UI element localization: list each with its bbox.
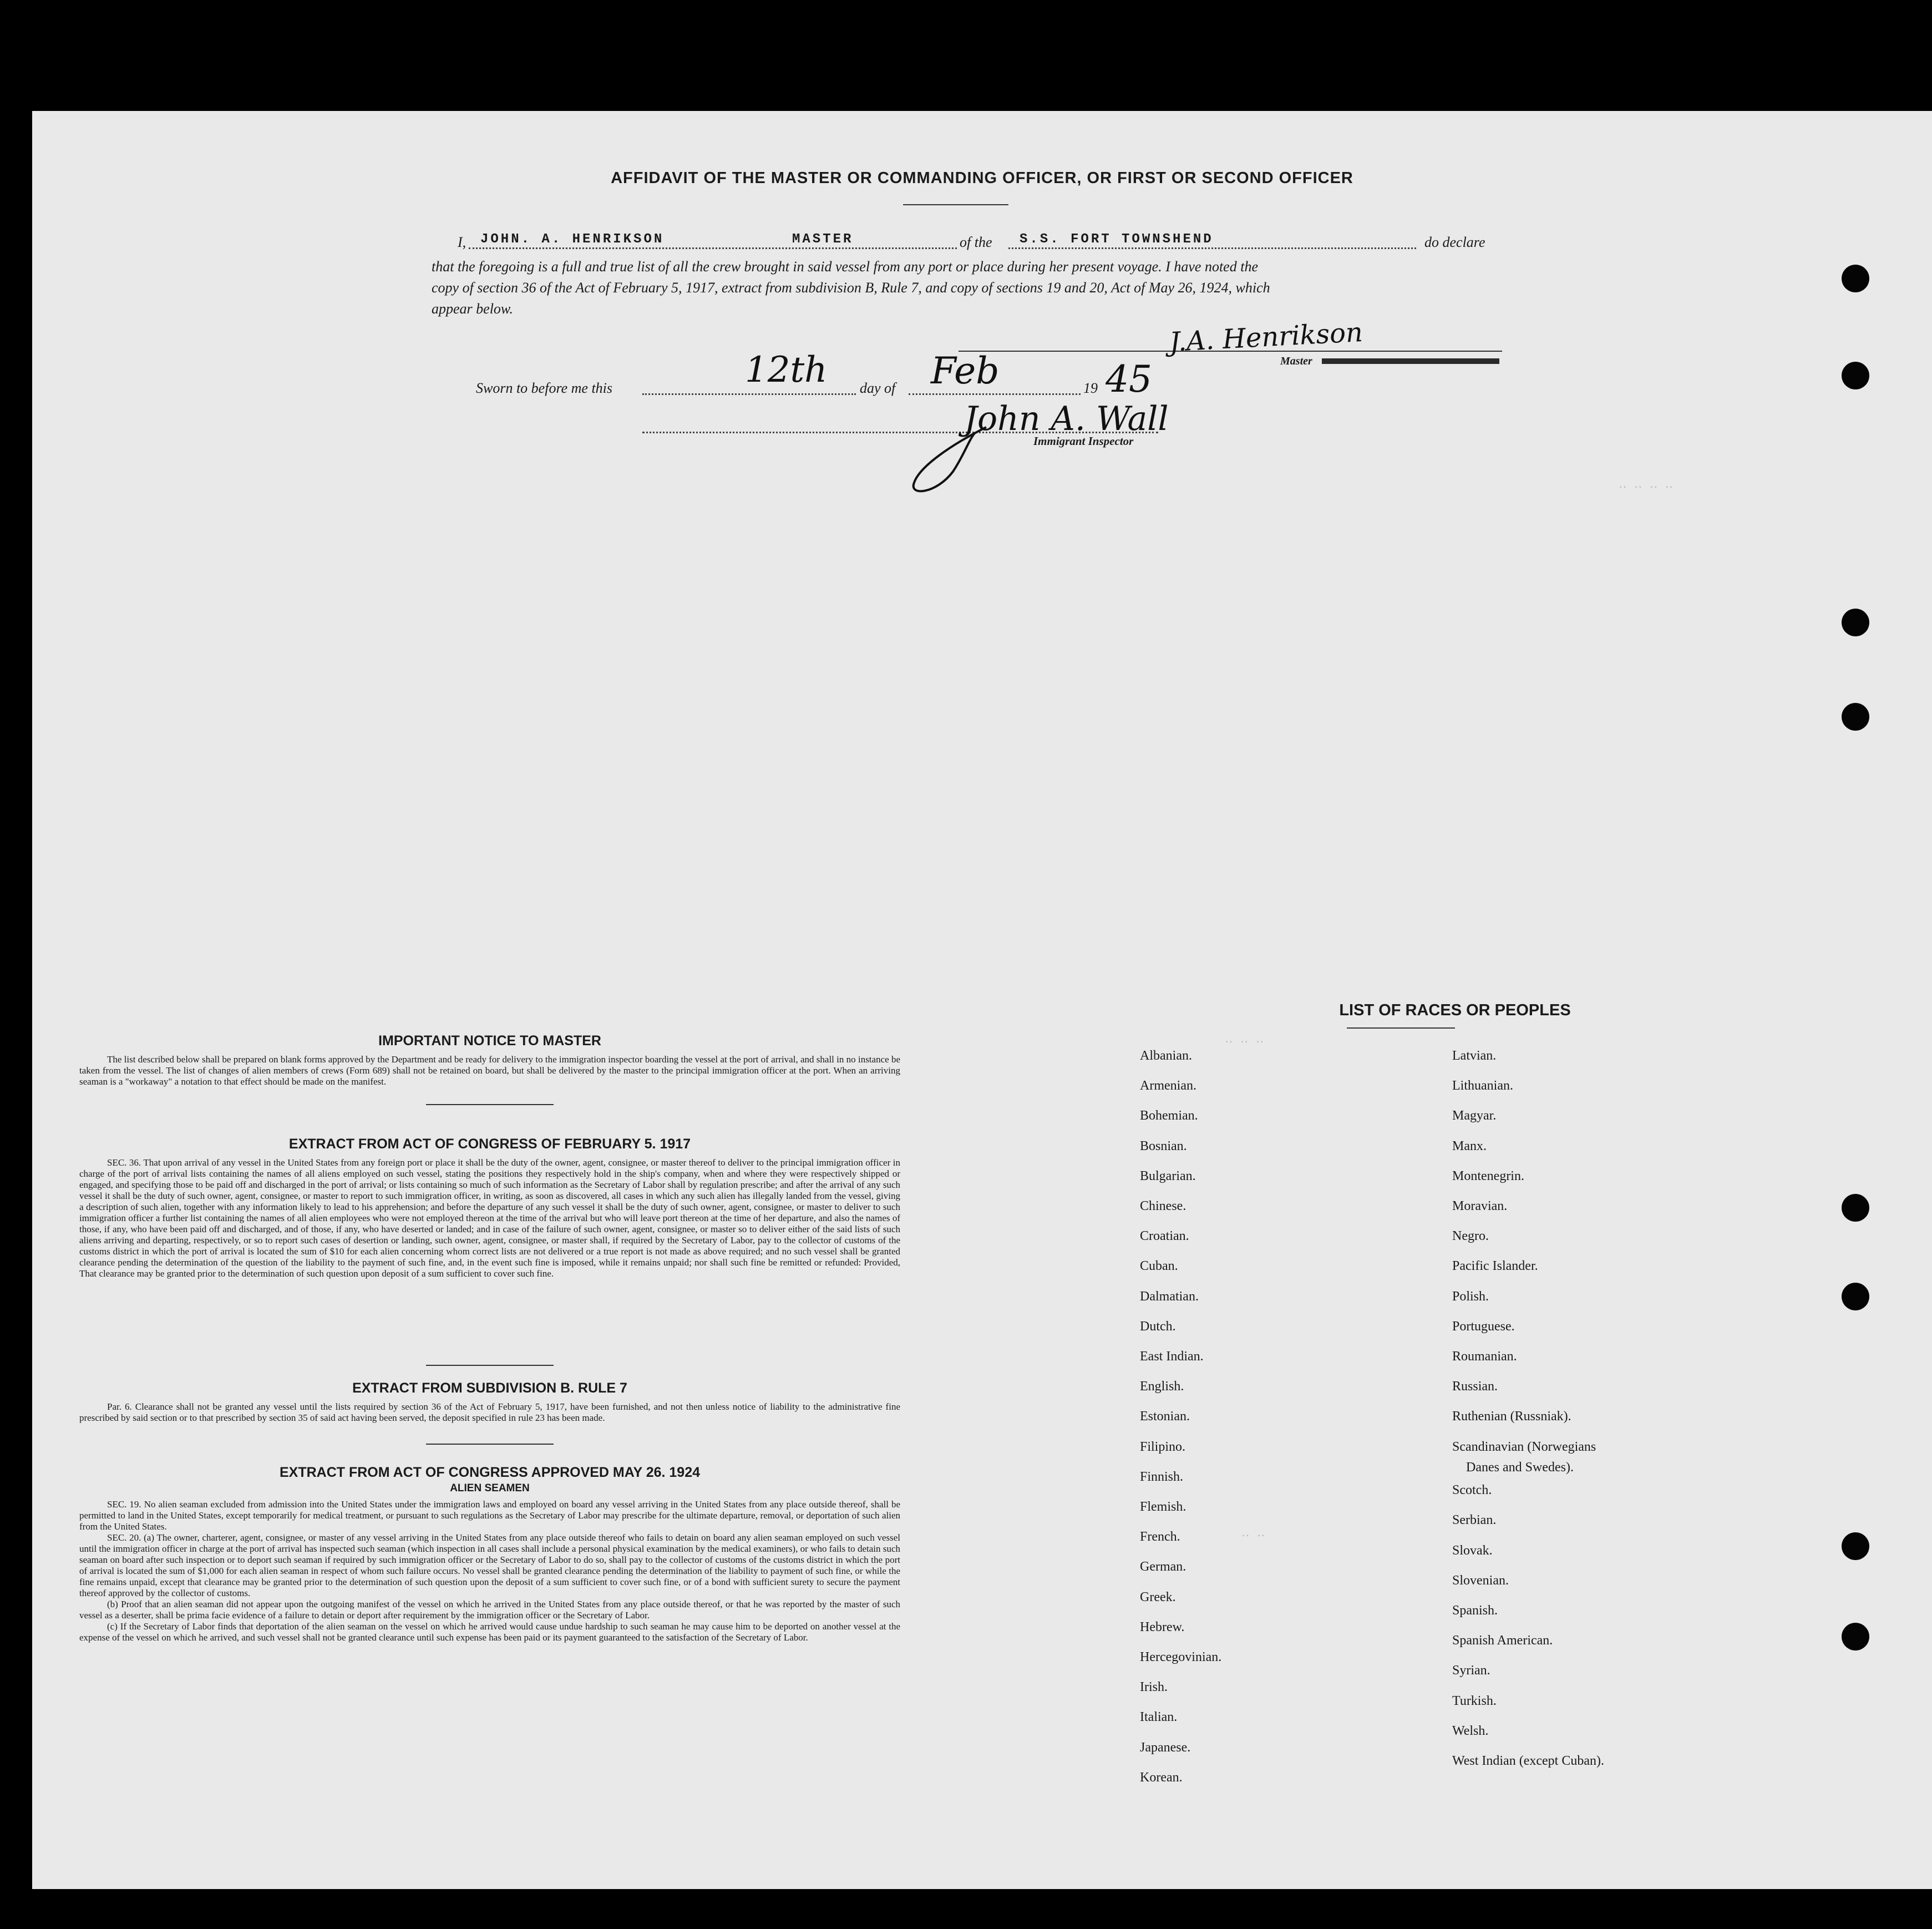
race-item: Estonian. <box>1140 1409 1190 1424</box>
alien-seamen-subtitle: ALIEN SEAMEN <box>450 1482 530 1494</box>
race-item: Armenian. <box>1140 1079 1196 1093</box>
sworn-month: Feb <box>931 350 1000 392</box>
race-item: Korean. <box>1140 1770 1183 1785</box>
race-item: Filipino. <box>1140 1439 1186 1454</box>
race-item: Polish. <box>1452 1289 1489 1304</box>
section-19-paragraph: SEC. 19. No alien seaman excluded from admission into the United States under the immigration laws and employed on board any vessel arriving in the United States from any place outside thereof, shall be permitted to land in the United States, except temporarily for medical treatment, or pursuant to such regulations as the Secretary of Labor may prescribe for the ultimate departure, removal, or deportation of such alien from the United States. <box>79 1499 900 1532</box>
declaration-line-1: that the foregoing is a full and true list of all the crew brought in said vessel from any port or place during her present voyage. I have noted the <box>432 259 1258 275</box>
officer-rank: MASTER <box>792 232 854 247</box>
race-item: Negro. <box>1452 1229 1489 1244</box>
section-20b-paragraph: (b) Proof that an alien seaman did not appear upon the outgoing manifest of the vessel on which he arrived in the United States from any place outside thereof, or that he was reported by the master of such vessel as a deserter, shall be prima facie evidence of a failure to detain or deport after requirement by the immigration officer or the Secretary of Labor. <box>79 1599 900 1621</box>
bleed-through-text: ‥ ‥ <box>1241 1526 1265 1540</box>
race-item: Spanish. <box>1452 1603 1498 1618</box>
extract-1924-title: EXTRACT FROM ACT OF CONGRESS APPROVED MAY 26. 1924 <box>279 1465 701 1480</box>
race-item: Irish. <box>1140 1680 1168 1695</box>
race-item: East Indian. <box>1140 1349 1204 1364</box>
race-item: Italian. <box>1140 1710 1178 1725</box>
race-item: Hercegovinian. <box>1140 1650 1222 1664</box>
race-item: Magyar. <box>1452 1108 1497 1123</box>
bleed-through-text: ‥ ‥ ‥ ‥ <box>1619 478 1674 492</box>
race-item: Japanese. <box>1140 1740 1191 1755</box>
race-item: Latvian. <box>1452 1049 1497 1063</box>
affidavit-title: AFFIDAVIT OF THE MASTER OR COMMANDING OFFICER, OR FIRST OR SECOND OFFICER <box>611 169 1353 187</box>
race-item: Dutch. <box>1140 1319 1176 1334</box>
race-item: Slovak. <box>1452 1543 1493 1558</box>
section-divider <box>426 1365 554 1366</box>
binder-hole <box>1842 1623 1869 1650</box>
document-page <box>32 111 1932 1889</box>
year-prefix: 19 <box>1083 380 1098 396</box>
binder-hole <box>1842 609 1869 636</box>
sworn-label: Sworn to before me this <box>476 380 613 396</box>
title-divider <box>903 204 1008 205</box>
race-item: Spanish American. <box>1452 1633 1553 1648</box>
binder-hole <box>1842 1283 1869 1310</box>
race-item: Roumanian. <box>1452 1349 1517 1364</box>
extract-1917-title: EXTRACT FROM ACT OF CONGRESS OF FEBRUARY 5. 1917 <box>288 1136 691 1152</box>
race-item: Hebrew. <box>1140 1619 1185 1634</box>
race-item: Bosnian. <box>1140 1138 1187 1153</box>
extract-1924-text <box>79 1499 900 1643</box>
declaration-line-2: copy of section 36 of the Act of February 5, 1917, extract from subdivision B, Rule 7, and copy of sections 19 and 20, Act of May 26, 1924, which <box>432 280 1270 296</box>
vessel-name: S.S. FORT TOWNSHEND <box>1020 232 1214 247</box>
race-item: Dalmatian. <box>1140 1289 1199 1304</box>
race-item: Scandinavian (Norwegians <box>1452 1439 1596 1454</box>
race-item: Turkish. <box>1452 1693 1497 1708</box>
rule-7-text <box>79 1401 900 1424</box>
day-blank <box>642 393 856 395</box>
inspector-signature: John A. Wall <box>964 399 1169 438</box>
master-label: Master <box>1280 355 1312 367</box>
notice-text <box>79 1054 900 1087</box>
race-item: Lithuanian. <box>1452 1079 1513 1093</box>
race-item: Albanian. <box>1140 1049 1192 1063</box>
declaration-text <box>432 256 1508 320</box>
section-36-paragraph: SEC. 36. That upon arrival of any vessel in the United States from any foreign port or place it shall be the duty of the owner, agent, consignee, or master thereof to deliver to the principal immigration officer in charge of the port of arrival lists containing the names of all aliens employed on such vessel, stating the positions they respectively hold in the ship's company, when and where they were respectively shipped or engaged, and specifying those to be paid off and discharged in the port of arrival; or lists containing so much of such information as the Secretary of Labor shall by regulation prescribe; and after the arrival of any such vessel it shall be the duty of such owner, agent, consignee, or master to report to such immigration officer, in writing, as soon as discovered, all cases in which any such alien has illegally landed from the vessel, giving a description of such alien, together with any information likely to lead to his apprehension; and before the departure of any such vessel it shall be the duty of such owner, agent, consignee, or master to deliver to such immigration officer a further list containing the names of all alien employees who were not employed thereon at the time of the arrival but who will leave port thereon at the time of her departure, and also the names of those, if any, who have been paid off and discharged, and of those, if any, who have deserted or landed; and in case of the failure of such owner, agent, consignee, or master so to deliver either of the said lists of such aliens arriving and departing, respectively, or so to report such cases of desertion or landing, such owner, agent, consignee, or master shall, if required by the Secretary of Labor, pay to the collector of customs of the customs district in which the port of arrival is located the sum of $10 for each alien concerning whom correct lists are not delivered or a true report is not made as above required; and no such vessel shall be granted clearance pending the determination of the question of the liability to the payment of such fine, and, in the event such fine is imposed, while it remains unpaid; nor shall such fine be remitted or refunded: Provided, That clearance may be granted prior to the determination of such question upon deposit of a sum sufficient to cover such fine. <box>79 1157 900 1279</box>
notice-title: IMPORTANT NOTICE TO MASTER <box>378 1033 601 1049</box>
name-blank <box>469 247 957 249</box>
par-6-paragraph: Par. 6. Clearance shall not be granted any vessel until the lists required by section 36 of the Act of February 5, 1917, have been furnished, and not then unless notice of liability to the administrative fine prescribed by said section or to that prescribed by section 35 of said act having been served, the deposit specified in rule 23 has been made. <box>79 1401 900 1423</box>
sworn-day: 12th <box>745 350 828 391</box>
vessel-blank <box>1008 247 1416 249</box>
races-divider <box>1347 1027 1455 1029</box>
section-20a-paragraph: SEC. 20. (a) The owner, charterer, agent, consignee, or master of any vessel arriving in the United States from any place outside thereof who fails to detain on board any alien seaman employed on such vessel until the immigration officer in charge at the port of arrival has inspected such seaman (which inspection in all cases shall include a personal physical examination by the medical examiners), or who fails to detain such seaman on board after such inspection or to deport such seaman if required by such immigration officer or the Secretary of Labor to do so, shall pay to the collector of customs of the customs district in which the port of arrival is located the sum of $1,000 for each alien seaman in respect of whom such failure occurs. No vessel shall be granted clearance pending the determination of the liability to payment of such fine, or while the fine remains unpaid, except that clearance may be granted prior to the determination of such question upon the deposit of a sum sufficient to cover such fine, or of a bond with sufficient surety to secure the payment thereof approved by the collector of customs. <box>79 1532 900 1598</box>
race-item: Moravian. <box>1452 1199 1508 1213</box>
race-item: Montenegrin. <box>1452 1168 1524 1183</box>
race-item: Croatian. <box>1140 1229 1189 1244</box>
binder-hole <box>1842 703 1869 731</box>
race-item: Portuguese. <box>1452 1319 1515 1334</box>
race-item: Chinese. <box>1140 1199 1186 1213</box>
of-the-label: of the <box>960 234 992 250</box>
section-20c-paragraph: (c) If the Secretary of Labor finds that deportation of the alien seaman on the vessel on which he arrived would cause undue hardship to such seaman he may cause him to be deported on another vessel at the expense of the vessel on which he arrived, and such vessel shall not be granted clearance until such expense has been paid or its payment guaranteed to the satisfaction of the Secretary of Labor. <box>79 1621 900 1643</box>
binder-hole <box>1842 265 1869 292</box>
race-item: Ruthenian (Russniak). <box>1452 1409 1571 1424</box>
rule-7-title: EXTRACT FROM SUBDIVISION B. RULE 7 <box>352 1380 627 1396</box>
master-signature: J.A. Henrikson <box>1168 316 1364 358</box>
race-item: Serbian. <box>1452 1513 1497 1528</box>
race-item: Flemish. <box>1140 1500 1186 1514</box>
race-item: Bulgarian. <box>1140 1168 1196 1183</box>
race-item: Pacific Islander. <box>1452 1259 1538 1274</box>
extract-1917-text <box>79 1157 900 1279</box>
officer-name: JOHN. A. HENRIKSON <box>480 232 665 247</box>
sworn-year: 45 <box>1106 358 1152 401</box>
race-item: Russian. <box>1452 1379 1498 1394</box>
race-item: West Indian (except Cuban). <box>1452 1753 1604 1768</box>
struck-out-title <box>1322 358 1499 364</box>
declaration-prefix: I, <box>458 234 466 250</box>
binder-hole <box>1842 362 1869 389</box>
month-blank <box>909 393 1081 395</box>
race-item: Cuban. <box>1140 1259 1178 1274</box>
notice-paragraph: The list described below shall be prepared on blank forms approved by the Department and be ready for delivery to the immigration inspector boarding the vessel at the port of arrival, and shall in no instance be taken from the vessel. The list of changes of alien members of crews (Form 689) shall not be retained on board, but shall be delivered by the master to the principal immigration officer at the port. When an arriving seaman is a "workaway" a notation to that effect should be made on the manifest. <box>79 1054 900 1087</box>
race-item: Slovenian. <box>1452 1573 1509 1588</box>
race-item: Finnish. <box>1140 1469 1184 1484</box>
race-item: German. <box>1140 1560 1186 1574</box>
section-divider <box>426 1104 554 1105</box>
race-item: Greek. <box>1140 1589 1176 1604</box>
section-divider <box>426 1444 554 1445</box>
races-title: LIST OF RACES OR PEOPLES <box>1339 1001 1571 1019</box>
race-item: Danes and Swedes). <box>1466 1460 1574 1475</box>
declaration-line-3: appear below. <box>432 301 513 317</box>
day-of-label: day of <box>860 380 896 396</box>
race-item: English. <box>1140 1379 1184 1394</box>
inspector-label: Immigrant Inspector <box>1033 434 1134 448</box>
race-item: Welsh. <box>1452 1723 1489 1738</box>
signature-flourish <box>903 422 1014 499</box>
race-item: Syrian. <box>1452 1663 1490 1678</box>
race-item: French. <box>1140 1530 1180 1545</box>
race-item: Scotch. <box>1452 1483 1492 1498</box>
bleed-through-text: ‥ ‥ ‥ <box>1225 1032 1264 1046</box>
race-item: Bohemian. <box>1140 1108 1198 1123</box>
binder-hole <box>1842 1532 1869 1560</box>
binder-hole <box>1842 1194 1869 1222</box>
race-item: Manx. <box>1452 1138 1487 1153</box>
do-declare-label: do declare <box>1424 234 1485 250</box>
